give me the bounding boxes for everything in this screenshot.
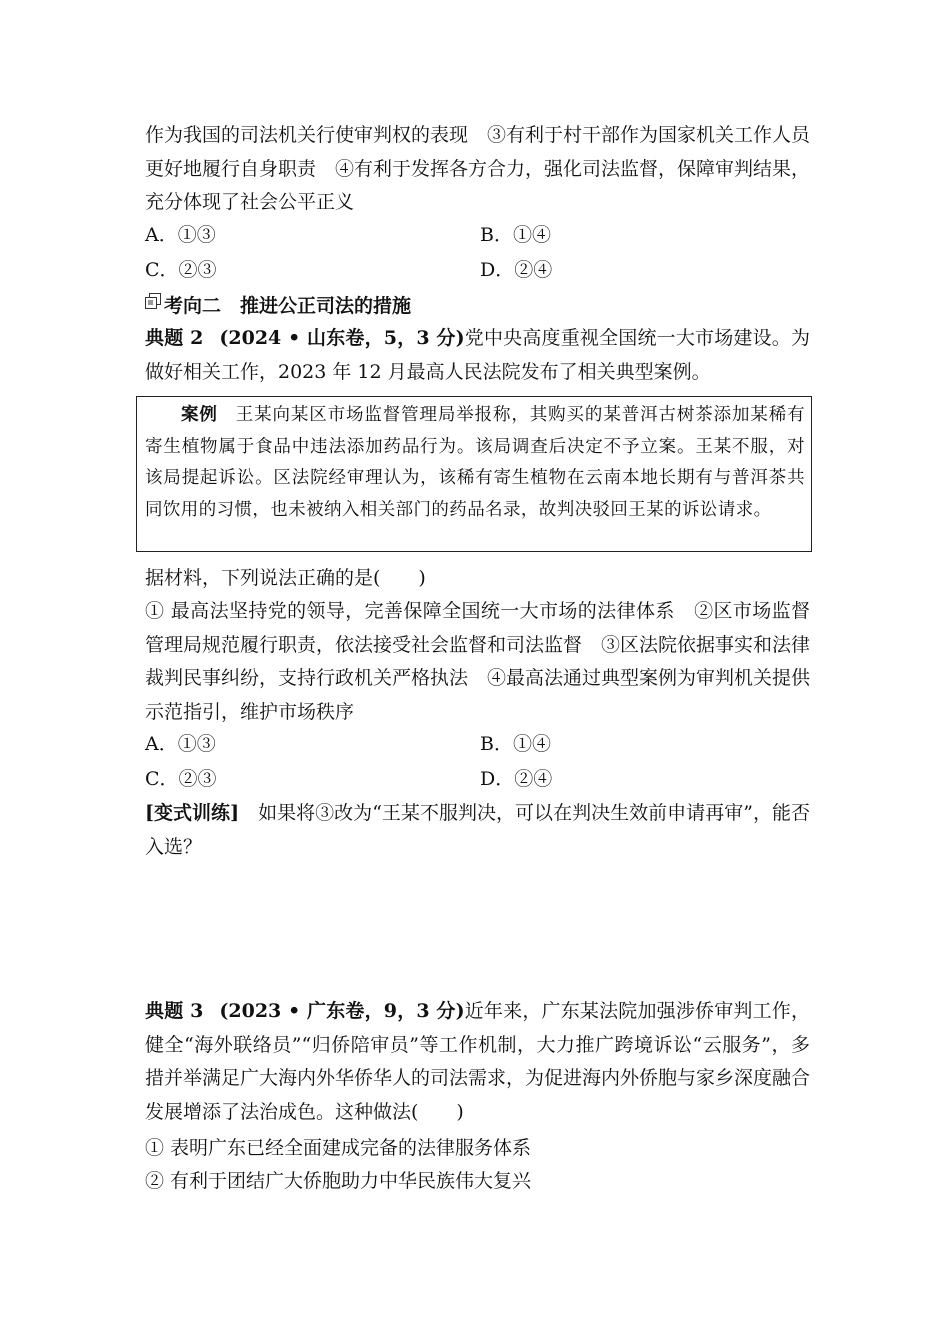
section-title: 考向二 推进公正司法的措施: [164, 295, 412, 317]
q3-statement-1: ① 表明广东已经全面建成完备的法律服务体系: [145, 1137, 532, 1159]
q1-continuation-text: 作为我国的司法机关行使审判权的表现 ③有利于村干部作为国家机关工作人员更好地履行自身职责 ④有利于发挥各方合力，强化司法监督，保障审判结果，充分体现了社会公平正义: [145, 124, 811, 213]
q2-option-d: D．②④: [480, 768, 553, 790]
q3-source: (2023 • 广东卷，9，3 分): [219, 1000, 465, 1022]
q2-option-a: A．①③: [145, 733, 216, 755]
variant-text: 如果将③改为“王某不服判决，可以在判决生效前申请再审”，能否入选？: [145, 802, 810, 858]
q3-label: 典题 3: [145, 1000, 204, 1022]
case-label: 案例: [181, 405, 218, 425]
q2-option-b: B．①④: [480, 733, 551, 755]
q3-statement-2: ② 有利于团结广大侨胞助力中华民族伟大复兴: [145, 1170, 532, 1192]
q1-option-c: C．②③: [145, 259, 217, 281]
case-text: 王某向某区市场监督管理局举报称，其购买的某普洱古树茶添加某稀有寄生植物属于食品中违法添加药品行为。该局调查后决定不予立案。王某不服，对该局提起诉讼。区法院经审理认为，该稀有寄生植物在云南本地长期有与普洱茶共同饮用的习惯，也未被纳入相关部门的药品名录，故判决驳回王某的诉讼请求。: [145, 405, 805, 520]
case-box: [136, 396, 812, 552]
q1-option-b: B．①④: [480, 224, 551, 246]
q3-intro-text: 近年来，广东某法院加强涉侨审判工作，健全“海外联络员”“归侨陪审员”等工作机制，大力推广跨境诉讼“云服务”，多措并举满足广大海内外华侨华人的司法需求，为促进海内外侨胞与家乡深度融合发展增添了法治成色。这种做法( ): [145, 1000, 811, 1123]
q2-stem: 据材料，下列说法正确的是( ): [145, 567, 426, 589]
q2-option-c: C．②③: [145, 768, 217, 790]
variant-label: [变式训练]: [145, 802, 240, 824]
q2-intro: [145, 322, 810, 389]
q2-source: (2024 • 山东卷，5，3 分): [219, 327, 465, 349]
q2-statements: ① 最高法坚持党的领导，完善保障全国统一大市场的法律体系 ②区市场监督管理局规范履行职责，依法接受社会监督和司法监督 ③区法院依据事实和法律裁判民事纠纷，支持行政机关严格执法 ④最高法通过典型案例为审判机关提供示范指引，维护市场秩序: [145, 600, 811, 723]
q2-intro-text: 党中央高度重视全国统一大市场建设。为做好相关工作，2023 年 12 月最高人民法院发布了相关典型案例。: [145, 327, 810, 383]
q3-intro: [145, 995, 810, 1129]
case-paragraph: [145, 400, 805, 526]
q1-option-d: D．②④: [480, 259, 553, 281]
q2-label: 典题 2: [145, 327, 204, 349]
section-marker-icon: [145, 293, 161, 309]
variant-training: [145, 797, 810, 864]
q1-option-a: A．①③: [145, 224, 216, 246]
